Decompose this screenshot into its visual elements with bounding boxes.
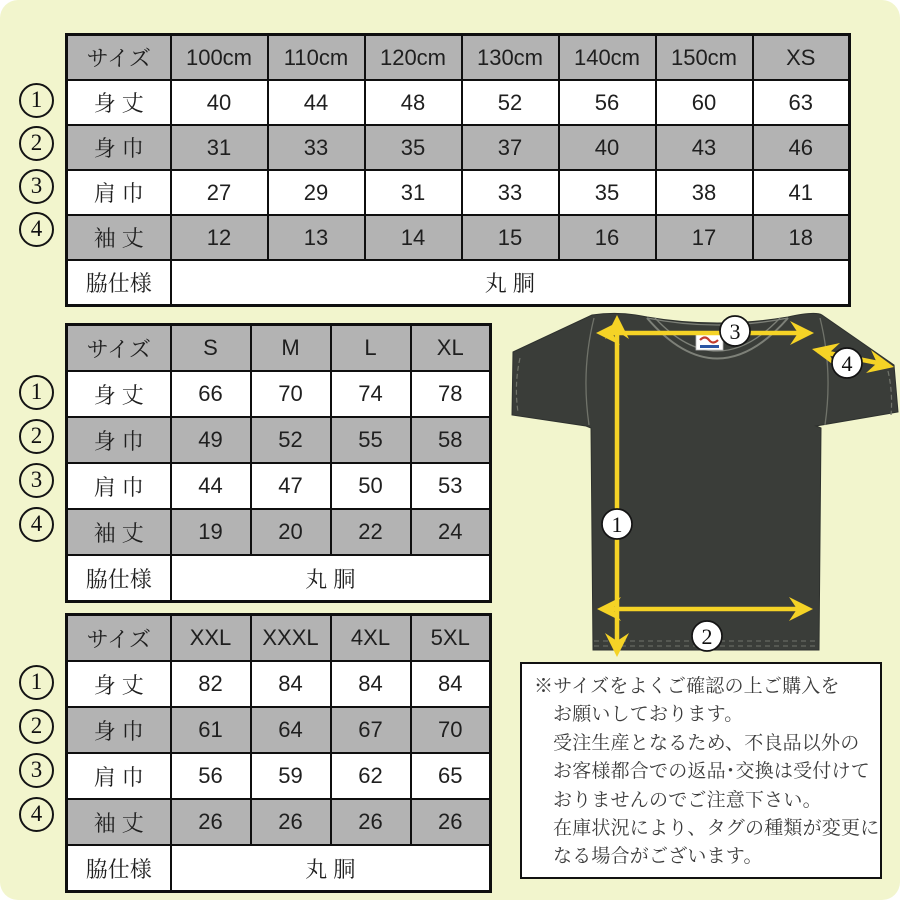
circled-number-1: 1 — [19, 83, 54, 118]
svg-text:2: 2 — [701, 624, 713, 649]
measurement-value-cell: 38 — [656, 170, 753, 215]
measurement-value-cell: 20 — [251, 509, 331, 555]
side-spec-label-cell: 脇仕様 — [67, 260, 171, 306]
adult-size-table-block — [30, 323, 492, 603]
measurement-label-cell: 肩 巾 — [67, 463, 171, 509]
measurement-value-cell: 31 — [365, 170, 462, 215]
measurement-value-cell: 18 — [753, 215, 850, 260]
circled-number-1: 1 — [19, 665, 54, 700]
measurement-value-cell: 50 — [331, 463, 411, 509]
measurement-value-cell: 24 — [411, 509, 491, 555]
kids-size-table-block — [30, 33, 851, 307]
measurement-value-cell: 84 — [411, 661, 491, 707]
measurement-value-cell: 13 — [268, 215, 365, 260]
size-column-header-cell: 100cm — [171, 35, 268, 81]
measurement-label-cell: 身 巾 — [67, 125, 171, 170]
measurement-value-cell: 49 — [171, 417, 251, 463]
measurement-value-cell: 66 — [171, 371, 251, 417]
size-column-header-cell: XXXL — [251, 615, 331, 662]
measurement-value-cell: 26 — [251, 799, 331, 845]
note-line: 受注生産となるため、不良品以外の — [553, 732, 860, 754]
circled-number-2: 2 — [19, 709, 54, 744]
measurement-value-cell: 70 — [411, 707, 491, 753]
measurement-label-cell: 身 丈 — [67, 661, 171, 707]
side-spec-value-cell: 丸 胴 — [171, 260, 850, 306]
side-spec-value-cell: 丸 胴 — [171, 555, 491, 602]
size-header-label-cell: サイズ — [67, 615, 171, 662]
note-line: おりませんのでご注意下さい。 — [553, 789, 822, 811]
measurement-value-cell: 26 — [331, 799, 411, 845]
note-line: なる場合がございます。 — [553, 846, 763, 868]
measurement-value-cell: 59 — [251, 753, 331, 799]
circled-number-3: 3 — [19, 169, 54, 204]
measurement-label-cell: 袖 丈 — [67, 509, 171, 555]
tshirt-marker-3 — [720, 316, 750, 346]
tshirt-marker-4 — [832, 348, 862, 378]
measurement-value-cell: 35 — [559, 170, 656, 215]
measurement-value-cell: 44 — [268, 80, 365, 125]
size-column-header-cell: 5XL — [411, 615, 491, 662]
kids-size-table — [65, 33, 851, 307]
measurement-value-cell: 62 — [331, 753, 411, 799]
measurement-value-cell: 19 — [171, 509, 251, 555]
svg-text:1: 1 — [611, 512, 623, 537]
measurement-value-cell: 27 — [171, 170, 268, 215]
measurement-value-cell: 15 — [462, 215, 559, 260]
circled-number-1: 1 — [19, 375, 54, 410]
measurement-value-cell: 56 — [171, 753, 251, 799]
size-column-header-cell: 120cm — [365, 35, 462, 81]
measurement-value-cell: 52 — [251, 417, 331, 463]
measurement-label-cell: 身 丈 — [67, 80, 171, 125]
measurement-label-cell: 身 巾 — [67, 707, 171, 753]
measurement-value-cell: 84 — [331, 661, 411, 707]
measurement-value-cell: 60 — [656, 80, 753, 125]
measurement-label-cell: 袖 丈 — [67, 799, 171, 845]
measurement-value-cell: 47 — [251, 463, 331, 509]
measurement-value-cell: 35 — [365, 125, 462, 170]
measurement-label-cell: 身 丈 — [67, 371, 171, 417]
measurement-value-cell: 63 — [753, 80, 850, 125]
measurement-value-cell: 14 — [365, 215, 462, 260]
measurement-label-cell: 肩 巾 — [67, 753, 171, 799]
neck-brand-tag — [696, 333, 723, 350]
size-column-header-cell: 110cm — [268, 35, 365, 81]
size-column-header-cell: XS — [753, 35, 850, 81]
note-line: ※サイズをよくご確認の上ご購入を — [534, 676, 840, 697]
measurement-value-cell: 40 — [171, 80, 268, 125]
measurement-value-cell: 26 — [171, 799, 251, 845]
size-header-label-cell: サイズ — [67, 35, 171, 81]
big-size-table-block — [30, 613, 492, 893]
measurement-value-cell: 12 — [171, 215, 268, 260]
size-column-header-cell: S — [171, 325, 251, 372]
measurement-value-cell: 46 — [753, 125, 850, 170]
side-spec-label-cell: 脇仕様 — [67, 555, 171, 602]
circled-number-2: 2 — [19, 126, 54, 161]
size-column-header-cell: L — [331, 325, 411, 372]
tshirt-diagram — [500, 305, 900, 660]
measurement-label-cell: 袖 丈 — [67, 215, 171, 260]
measurement-value-cell: 70 — [251, 371, 331, 417]
measurement-value-cell: 48 — [365, 80, 462, 125]
measurement-label-cell: 身 巾 — [67, 417, 171, 463]
measurement-value-cell: 82 — [171, 661, 251, 707]
circled-number-4: 4 — [19, 507, 54, 542]
size-column-header-cell: 4XL — [331, 615, 411, 662]
note-line: お願いしております。 — [553, 704, 744, 726]
size-header-label-cell: サイズ — [67, 325, 171, 372]
big-size-table — [65, 613, 492, 893]
measurement-value-cell: 53 — [411, 463, 491, 509]
measurement-value-cell: 44 — [171, 463, 251, 509]
note-line: お客様都合での返品･交換は受付けて — [553, 761, 870, 783]
measurement-value-cell: 16 — [559, 215, 656, 260]
size-column-header-cell: XXL — [171, 615, 251, 662]
measurement-value-cell: 52 — [462, 80, 559, 125]
measurement-value-cell: 22 — [331, 509, 411, 555]
measurement-value-cell: 74 — [331, 371, 411, 417]
size-column-header-cell: 130cm — [462, 35, 559, 81]
measurement-value-cell: 41 — [753, 170, 850, 215]
measurement-value-cell: 67 — [331, 707, 411, 753]
adult-size-table — [65, 323, 492, 603]
measurement-value-cell: 33 — [462, 170, 559, 215]
measurement-value-cell: 64 — [251, 707, 331, 753]
side-spec-value-cell: 丸 胴 — [171, 845, 491, 892]
measurement-value-cell: 55 — [331, 417, 411, 463]
size-column-header-cell: M — [251, 325, 331, 372]
measurement-value-cell: 78 — [411, 371, 491, 417]
measurement-value-cell: 29 — [268, 170, 365, 215]
measurement-value-cell: 58 — [411, 417, 491, 463]
measurement-value-cell: 37 — [462, 125, 559, 170]
svg-text:3: 3 — [729, 319, 741, 344]
measurement-value-cell: 65 — [411, 753, 491, 799]
size-column-header-cell: XL — [411, 325, 491, 372]
measurement-value-cell: 43 — [656, 125, 753, 170]
measurement-value-cell: 84 — [251, 661, 331, 707]
circled-number-4: 4 — [19, 212, 54, 247]
measurement-value-cell: 31 — [171, 125, 268, 170]
size-column-header-cell: 140cm — [559, 35, 656, 81]
measurement-label-cell: 肩 巾 — [67, 170, 171, 215]
size-column-header-cell: 150cm — [656, 35, 753, 81]
measurement-value-cell: 26 — [411, 799, 491, 845]
note-line: 在庫状況により、タグの種類が変更に — [553, 818, 880, 840]
circled-number-3: 3 — [19, 463, 54, 498]
measurement-value-cell: 61 — [171, 707, 251, 753]
purchase-note-box — [520, 662, 882, 879]
svg-text:4: 4 — [841, 351, 853, 376]
measurement-value-cell: 33 — [268, 125, 365, 170]
circled-number-4: 4 — [19, 797, 54, 832]
side-spec-label-cell: 脇仕様 — [67, 845, 171, 892]
measurement-value-cell: 40 — [559, 125, 656, 170]
circled-number-2: 2 — [19, 419, 54, 454]
measurement-value-cell: 17 — [656, 215, 753, 260]
circled-number-3: 3 — [19, 753, 54, 788]
tshirt-marker-2 — [692, 621, 722, 651]
tshirt-marker-1 — [602, 509, 632, 539]
measurement-value-cell: 56 — [559, 80, 656, 125]
